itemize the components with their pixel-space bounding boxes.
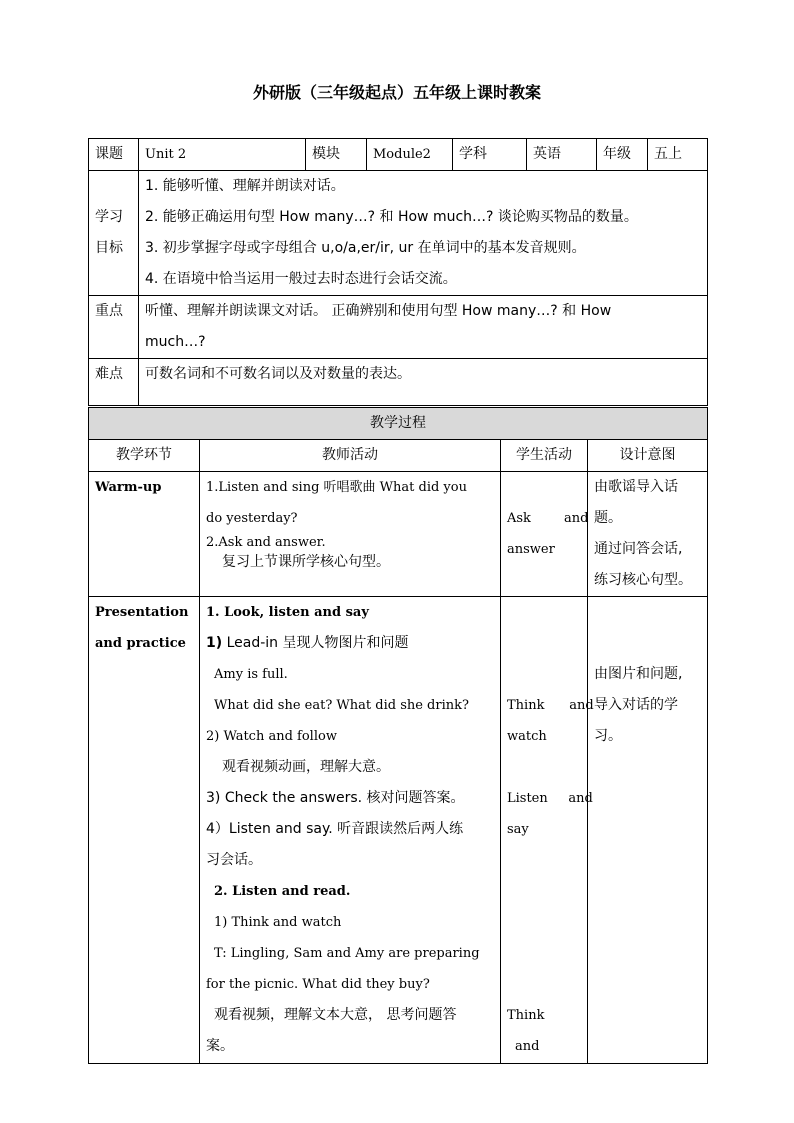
presentation-student-line: Think [507, 1008, 545, 1023]
teacher-step: What did she eat? What did she drink? [214, 698, 469, 713]
grade-label: 年级 [597, 139, 648, 171]
warmup-stage: Warm-up [89, 472, 200, 597]
objectives-label-1: 学习 [95, 209, 123, 225]
warmup-teacher [200, 472, 501, 597]
warmup-purpose [588, 472, 708, 597]
warmup-student-line: Ask and [507, 511, 589, 526]
process-header-row [89, 440, 708, 472]
header-stage: 教学环节 [89, 440, 200, 472]
key-points-row [89, 296, 708, 359]
presentation-purpose [588, 597, 708, 1064]
key-points-line-1: 听懂、理解并朗读课文对话。 正确辨别和使用句型 How many…? 和 How [145, 303, 612, 319]
course-value: Unit 2 [139, 139, 306, 171]
teacher-step: 2. Listen and read. [214, 884, 351, 899]
warmup-row [89, 472, 708, 597]
course-label: 课题 [89, 139, 139, 171]
key-points-line-2: much…? [145, 334, 206, 350]
teacher-step: 观看视频动画，理解大意。 [222, 759, 390, 775]
header-purpose: 设计意图 [588, 440, 708, 472]
warmup-purpose-line: 通过问答会话, [594, 541, 683, 557]
teacher-step: 1. Look, listen and say [206, 605, 369, 620]
subject-label: 学科 [453, 139, 527, 171]
presentation-purpose-line: 习。 [594, 728, 622, 744]
objectives-content [139, 171, 708, 296]
teacher-step: 1) Lead-in 呈现人物图片和问题 [206, 635, 409, 651]
module-label: 模块 [306, 139, 367, 171]
teacher-step: 2) Watch and follow [206, 729, 337, 744]
module-value: Module2 [367, 139, 453, 171]
presentation-teacher [200, 597, 501, 1064]
teacher-step: 3) Check the answers. 核对问题答案。 [206, 790, 465, 806]
teacher-step: T: Lingling, Sam and Amy are preparing [214, 946, 480, 961]
teacher-step: 案。 [206, 1038, 234, 1054]
warmup-teacher-line: 复习上节课所学核心句型。 [222, 554, 390, 570]
objective-item: 4. 在语境中恰当运用一般过去时态进行会话交流。 [145, 271, 457, 287]
warmup-teacher-line: 1.Listen and sing 听唱歌曲 What did you [206, 480, 467, 495]
presentation-student-line: Think and [507, 698, 594, 713]
presentation-purpose-line: 导入对话的学 [594, 697, 678, 713]
presentation-stage-line: and practice [95, 636, 186, 651]
objectives-label [89, 171, 139, 296]
objective-item: 3. 初步掌握字母或字母组合 u,o/a,er/ir, ur 在单词中的基本发音规则。 [145, 240, 586, 256]
presentation-purpose-line: 由图片和问题, [594, 666, 683, 682]
document-title: 外研版（三年级起点）五年级上课时教案 [252, 83, 541, 102]
presentation-stage-line: Presentation [95, 605, 189, 620]
warmup-purpose-line: 由歌谣导入话 [594, 479, 678, 495]
teaching-process-table [88, 407, 708, 1064]
course-row [89, 139, 708, 171]
objective-item: 1. 能够听懂、理解并朗读对话。 [145, 178, 345, 194]
presentation-student [501, 597, 594, 1064]
teacher-step: Amy is full. [214, 667, 288, 682]
presentation-student-line: Listen and [507, 791, 593, 806]
header-student: 学生活动 [501, 440, 588, 472]
teacher-step: 1) Think and watch [214, 915, 342, 930]
subject-value: 英语 [527, 139, 597, 171]
grade-value: 五上 [648, 139, 708, 171]
teacher-step: for the picnic. What did they buy? [206, 977, 430, 992]
warmup-purpose-line: 题。 [594, 510, 622, 526]
header-teacher: 教师活动 [200, 440, 501, 472]
difficulties-content: 可数名词和不可数名词以及对数量的表达。 [139, 359, 708, 406]
key-points-content [139, 296, 708, 359]
presentation-student-line: say [507, 822, 529, 837]
presentation-student-line: and [515, 1039, 540, 1054]
presentation-stage [89, 597, 200, 1064]
key-points-label: 重点 [89, 296, 139, 359]
warmup-student-line: answer [507, 542, 555, 557]
teacher-step: 4）Listen and say. 听音跟读然后两人练 [206, 821, 464, 837]
warmup-teacher-line: do yesterday? [206, 511, 298, 526]
teacher-step: 观看视频，理解文本大意， 思考问题答 [214, 1007, 457, 1023]
lesson-info-table [88, 138, 708, 406]
difficulties-row [89, 359, 708, 406]
warmup-teacher-line: 2.Ask and answer. [206, 535, 326, 550]
warmup-purpose-line: 练习核心句型。 [594, 572, 692, 588]
objectives-label-2: 目标 [95, 240, 123, 256]
process-section-title: 教学过程 [89, 408, 708, 440]
teacher-step: 习会话。 [206, 852, 262, 868]
presentation-row [89, 597, 708, 1064]
warmup-student [501, 472, 588, 597]
objective-item: 2. 能够正确运用句型 How many…? 和 How much…? 谈论购买物品的数量。 [145, 209, 638, 225]
difficulties-label: 难点 [89, 359, 139, 406]
objectives-row [89, 171, 708, 296]
presentation-student-line: watch [507, 729, 547, 744]
